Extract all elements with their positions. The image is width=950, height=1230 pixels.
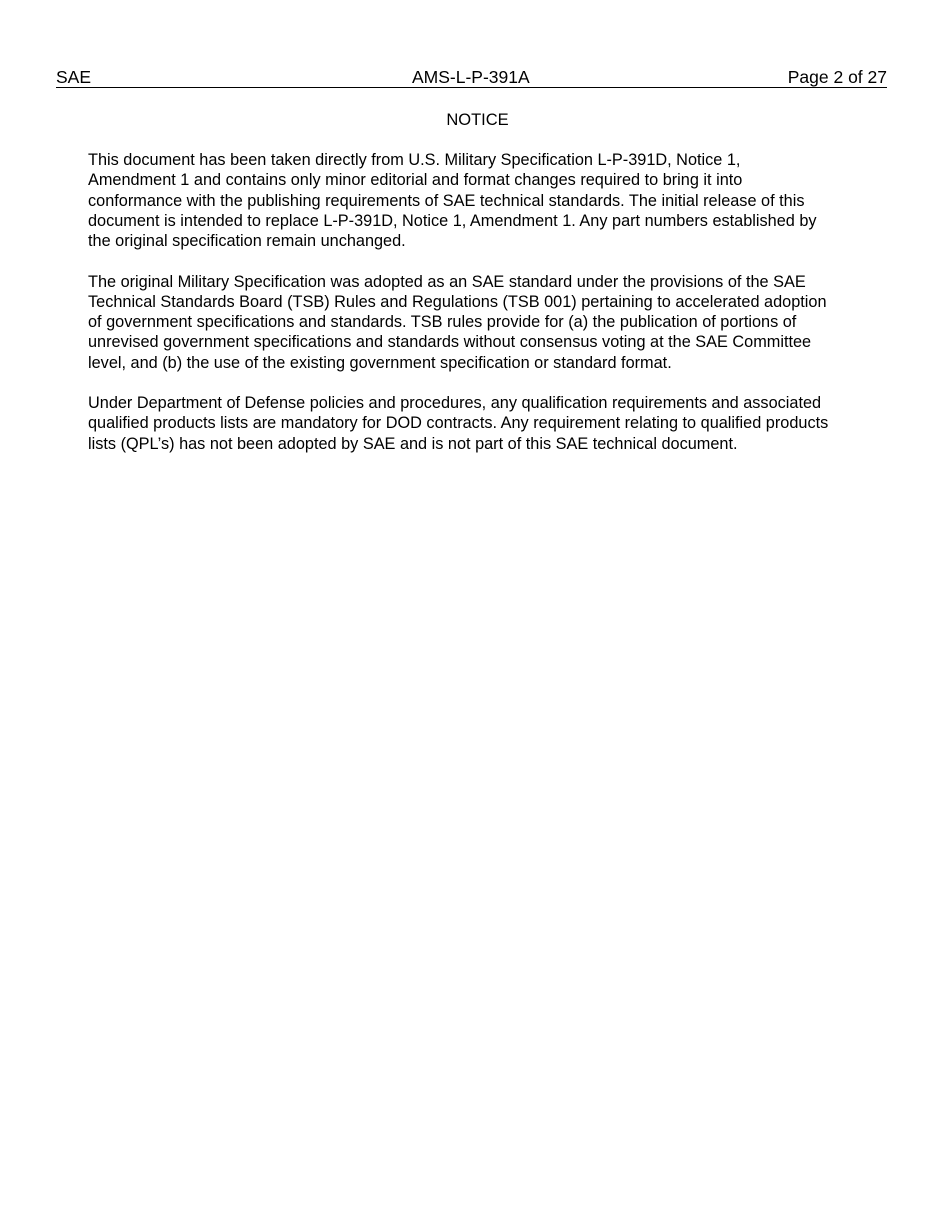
notice-paragraph-2	[88, 272, 878, 373]
paragraph-line: conformance with the publishing requirements of SAE technical standards. The initial release of this	[88, 191, 805, 210]
paragraph-line: Amendment 1 and contains only minor editorial and format changes required to bring it into	[88, 171, 743, 190]
paragraph-line: document is intended to replace L-P-391D, Notice 1, Amendment 1. Any part numbers established by	[88, 211, 817, 230]
header-page-number: Page 2 of 27	[787, 67, 887, 87]
paragraph-line: unrevised government specifications and standards without consensus voting at the SAE Committee	[88, 333, 812, 352]
notice-body	[88, 150, 878, 474]
paragraph-line: the original specification remain unchanged.	[88, 232, 406, 250]
paragraph-line: Under Department of Defense policies and procedures, any qualification requirements and associated	[88, 394, 822, 412]
paragraph-line: This document has been taken directly from U.S. Military Specification L-P-391D, Notice 1,	[88, 151, 741, 169]
paragraph-line: lists (QPL’s) has not been adopted by SAE and is not part of this SAE technical document.	[88, 434, 738, 453]
notice-paragraph-1	[88, 150, 878, 251]
header-document-number: AMS-L-P-391A	[412, 67, 530, 87]
paragraph-line: qualified products lists are mandatory for DOD contracts. Any requirement relating to qualified products	[88, 414, 829, 433]
notice-paragraph-3	[88, 393, 878, 454]
page-header	[56, 66, 887, 88]
paragraph-line: Technical Standards Board (TSB) Rules and Regulations (TSB 001) pertaining to accelerated adoption	[88, 292, 827, 311]
paragraph-line: The original Military Specification was adopted as an SAE standard under the provisions of the SAE	[88, 272, 806, 291]
paragraph-line: of government specifications and standards. TSB rules provide for (a) the publication of portions of	[88, 313, 797, 331]
header-organization: SAE	[56, 67, 92, 87]
notice-heading: NOTICE	[446, 111, 509, 129]
paragraph-line: level, and (b) the use of the existing government specification or standard format.	[88, 353, 672, 372]
